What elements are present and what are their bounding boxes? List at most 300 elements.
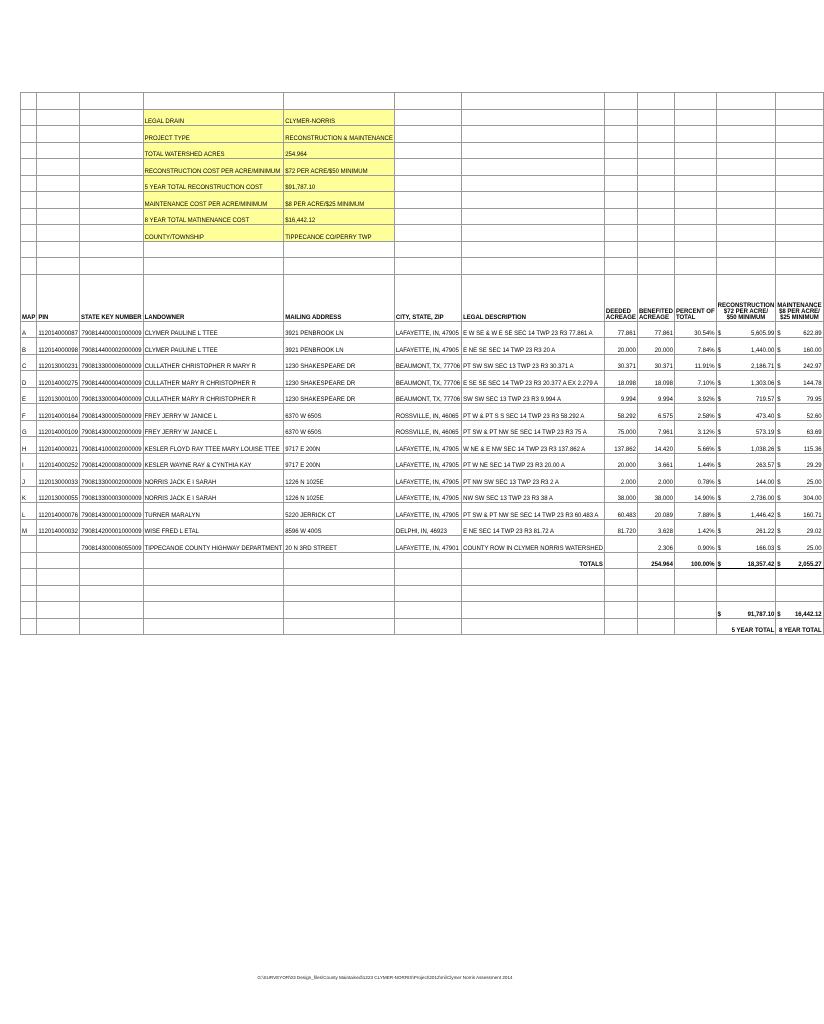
city-state-zip[interactable]: LAFAYETTE, IN, 47901 — [394, 536, 461, 553]
empty-cell[interactable] — [394, 569, 461, 586]
empty-cell[interactable] — [394, 552, 461, 569]
empty-cell[interactable] — [604, 208, 637, 225]
maintenance-cost[interactable] — [776, 519, 823, 536]
landowner[interactable]: TIPPECANOE COUNTY HIGHWAY DEPARTMENT — [143, 536, 284, 553]
reconstruction-cost[interactable] — [716, 338, 776, 355]
empty-cell[interactable] — [716, 159, 776, 176]
empty-cell[interactable] — [637, 192, 674, 209]
deeded-acreage[interactable]: 137.862 — [604, 437, 637, 454]
empty-cell[interactable] — [143, 241, 284, 258]
empty-cell[interactable] — [776, 258, 823, 275]
reconstruction-cost[interactable] — [716, 437, 776, 454]
empty-cell[interactable] — [637, 175, 674, 192]
summary-value[interactable]: $91,787.10 — [284, 175, 395, 192]
mailing-address[interactable]: 9717 E 200N — [284, 453, 395, 470]
empty-cell[interactable] — [637, 585, 674, 602]
percent-of-total[interactable]: 1.44% — [674, 453, 716, 470]
percent-of-total[interactable]: 0.90% — [674, 536, 716, 553]
benefited-acreage[interactable]: 9.994 — [637, 387, 674, 404]
empty-cell[interactable] — [394, 192, 461, 209]
percent-of-total[interactable]: 30.54% — [674, 321, 716, 338]
header-percent-of-total[interactable] — [674, 274, 716, 321]
empty-cell[interactable] — [716, 208, 776, 225]
empty-cell[interactable] — [674, 618, 716, 635]
deeded-acreage[interactable]: 75.000 — [604, 420, 637, 437]
map-letter[interactable]: J — [21, 470, 37, 487]
cell[interactable] — [604, 552, 637, 569]
city-state-zip[interactable]: LAFAYETTE, IN, 47905 — [394, 321, 461, 338]
city-state-zip[interactable]: ROSSVILLE, IN, 46065 — [394, 420, 461, 437]
city-state-zip[interactable]: LAFAYETTE, IN, 47905 — [394, 437, 461, 454]
empty-cell[interactable] — [674, 175, 716, 192]
header-landowner[interactable] — [143, 274, 284, 321]
empty-cell[interactable] — [284, 93, 395, 110]
map-letter[interactable]: I — [21, 453, 37, 470]
legal-description[interactable]: E NE SE SEC 14 TWP 23 R3 20 A — [462, 338, 605, 355]
header-maintenance[interactable] — [776, 274, 823, 321]
empty-cell[interactable] — [674, 208, 716, 225]
deeded-acreage[interactable]: 30.371 — [604, 354, 637, 371]
empty-cell[interactable] — [394, 602, 461, 619]
city-state-zip[interactable]: BEAUMONT, TX, 77706 — [394, 387, 461, 404]
empty-cell[interactable] — [21, 618, 37, 635]
empty-cell[interactable] — [604, 618, 637, 635]
summary-label[interactable]: 5 YEAR TOTAL RECONSTRUCTION COST — [143, 175, 284, 192]
empty-cell[interactable] — [776, 93, 823, 110]
empty-cell[interactable] — [462, 618, 605, 635]
empty-cell[interactable] — [394, 109, 461, 126]
empty-cell[interactable] — [637, 569, 674, 586]
empty-cell[interactable] — [143, 93, 284, 110]
pin[interactable]: 112014000021 — [37, 437, 80, 454]
five-year-total-reconstruction[interactable] — [716, 602, 776, 619]
benefited-acreage[interactable]: 18.098 — [637, 371, 674, 388]
header-benefited-acreage[interactable] — [637, 274, 674, 321]
state-key-number[interactable]: 790814400002000009 — [79, 338, 143, 355]
empty-cell[interactable] — [79, 93, 143, 110]
summary-label[interactable]: MAINTENANCE COST PER ACRE/MINIMUM — [143, 192, 284, 209]
empty-cell[interactable] — [79, 225, 143, 242]
landowner[interactable]: CLYMER PAULINE L TTEE — [143, 338, 284, 355]
empty-cell[interactable] — [462, 241, 605, 258]
empty-cell[interactable] — [79, 602, 143, 619]
empty-cell[interactable] — [143, 258, 284, 275]
summary-value[interactable]: RECONSTRUCTION & MAINTENANCE — [284, 126, 395, 143]
header-deeded-acreage[interactable] — [604, 274, 637, 321]
empty-cell[interactable] — [21, 241, 37, 258]
empty-cell[interactable] — [37, 93, 80, 110]
mailing-address[interactable]: 6370 W 650S — [284, 404, 395, 421]
map-letter[interactable]: B — [21, 338, 37, 355]
summary-label[interactable]: TOTAL WATERSHED ACRES — [143, 142, 284, 159]
empty-cell[interactable] — [776, 159, 823, 176]
maintenance-cost[interactable] — [776, 437, 823, 454]
total-benefited-acreage[interactable]: 254.964 — [637, 552, 674, 569]
empty-cell[interactable] — [143, 618, 284, 635]
state-key-number[interactable]: 790814300002000009 — [79, 420, 143, 437]
map-letter[interactable]: L — [21, 503, 37, 520]
reconstruction-cost[interactable] — [716, 321, 776, 338]
empty-cell[interactable] — [21, 192, 37, 209]
eight-year-total-label[interactable]: 8 YEAR TOTAL — [776, 618, 823, 635]
legal-description[interactable]: E SE SE SEC 14 TWP 23 R3 20.377 A EX 2.279 A — [462, 371, 605, 388]
empty-cell[interactable] — [604, 602, 637, 619]
empty-cell[interactable] — [394, 208, 461, 225]
landowner[interactable]: FREY JERRY W JANICE L — [143, 420, 284, 437]
pin[interactable]: 112013000100 — [37, 387, 80, 404]
empty-cell[interactable] — [637, 618, 674, 635]
header-city-state-zip[interactable] — [394, 274, 461, 321]
empty-cell[interactable] — [716, 126, 776, 143]
empty-cell[interactable] — [21, 126, 37, 143]
empty-cell[interactable] — [37, 159, 80, 176]
benefited-acreage[interactable]: 6.575 — [637, 404, 674, 421]
map-letter[interactable] — [21, 536, 37, 553]
empty-cell[interactable] — [674, 126, 716, 143]
summary-value[interactable]: $8 PER ACRE/$25 MINIMUM — [284, 192, 395, 209]
legal-description[interactable]: E NE SEC 14 TWP 23 R3 81.72 A — [462, 519, 605, 536]
total-reconstruction[interactable] — [716, 552, 776, 569]
empty-cell[interactable] — [143, 552, 284, 569]
empty-cell[interactable] — [462, 192, 605, 209]
benefited-acreage[interactable]: 20.089 — [637, 503, 674, 520]
summary-label[interactable]: PROJECT TYPE — [143, 126, 284, 143]
state-key-number[interactable]: 790814200001000009 — [79, 519, 143, 536]
pin[interactable]: 112014000164 — [37, 404, 80, 421]
reconstruction-cost[interactable] — [716, 503, 776, 520]
mailing-address[interactable]: 20 N 3RD STREET — [284, 536, 395, 553]
map-letter[interactable]: A — [21, 321, 37, 338]
landowner[interactable]: NORRIS JACK E I SARAH — [143, 470, 284, 487]
empty-cell[interactable] — [21, 225, 37, 242]
landowner[interactable]: CULLATHER MARY R CHRISTOPHER R — [143, 387, 284, 404]
city-state-zip[interactable]: LAFAYETTE, IN, 47905 — [394, 486, 461, 503]
mailing-address[interactable]: 3921 PENBROOK LN — [284, 338, 395, 355]
benefited-acreage[interactable]: 2.000 — [637, 470, 674, 487]
empty-cell[interactable] — [37, 258, 80, 275]
empty-cell[interactable] — [21, 602, 37, 619]
legal-description[interactable]: NW SW SEC 13 TWP 23 R3 38 A — [462, 486, 605, 503]
empty-cell[interactable] — [716, 175, 776, 192]
empty-cell[interactable] — [79, 126, 143, 143]
maintenance-cost[interactable] — [776, 453, 823, 470]
empty-cell[interactable] — [462, 585, 605, 602]
maintenance-cost[interactable] — [776, 470, 823, 487]
empty-cell[interactable] — [462, 258, 605, 275]
reconstruction-cost[interactable] — [716, 420, 776, 437]
empty-cell[interactable] — [716, 585, 776, 602]
empty-cell[interactable] — [674, 585, 716, 602]
maintenance-cost[interactable] — [776, 503, 823, 520]
benefited-acreage[interactable]: 7.961 — [637, 420, 674, 437]
empty-cell[interactable] — [21, 585, 37, 602]
legal-description[interactable]: PT SW & PT NW SE SEC 14 TWP 23 R3 60.483 A — [462, 503, 605, 520]
header-mailing-address[interactable] — [284, 274, 395, 321]
empty-cell[interactable] — [716, 109, 776, 126]
legal-description[interactable]: PT SW & PT NW SE SEC 14 TWP 23 R3 75 A — [462, 420, 605, 437]
city-state-zip[interactable]: DELPHI, IN, 46923 — [394, 519, 461, 536]
empty-cell[interactable] — [79, 552, 143, 569]
map-letter[interactable]: F — [21, 404, 37, 421]
empty-cell[interactable] — [637, 126, 674, 143]
empty-cell[interactable] — [462, 142, 605, 159]
empty-cell[interactable] — [394, 126, 461, 143]
empty-cell[interactable] — [79, 569, 143, 586]
empty-cell[interactable] — [37, 618, 80, 635]
reconstruction-cost[interactable] — [716, 536, 776, 553]
percent-of-total[interactable]: 5.66% — [674, 437, 716, 454]
reconstruction-cost[interactable] — [716, 404, 776, 421]
pin[interactable]: 112013000033 — [37, 470, 80, 487]
summary-value[interactable]: $72 PER ACRE/$50 MINIMUM — [284, 159, 395, 176]
deeded-acreage[interactable]: 77.861 — [604, 321, 637, 338]
reconstruction-cost[interactable] — [716, 453, 776, 470]
maintenance-cost[interactable] — [776, 338, 823, 355]
empty-cell[interactable] — [284, 552, 395, 569]
empty-cell[interactable] — [776, 142, 823, 159]
percent-of-total[interactable]: 7.88% — [674, 503, 716, 520]
empty-cell[interactable] — [716, 569, 776, 586]
pin[interactable]: 112014000032 — [37, 519, 80, 536]
summary-value[interactable]: CLYMER-NORRIS — [284, 109, 395, 126]
summary-value[interactable]: TIPPECANOE CO/PERRY TWP — [284, 225, 395, 242]
state-key-number[interactable]: 790813300003000009 — [79, 486, 143, 503]
empty-cell[interactable] — [674, 109, 716, 126]
empty-cell[interactable] — [21, 175, 37, 192]
header-state-key[interactable] — [79, 274, 143, 321]
state-key-number[interactable]: 790813300006000009 — [79, 354, 143, 371]
pin[interactable]: 112013000231 — [37, 354, 80, 371]
empty-cell[interactable] — [394, 585, 461, 602]
empty-cell[interactable] — [462, 208, 605, 225]
eight-year-total-maintenance[interactable] — [776, 602, 823, 619]
empty-cell[interactable] — [79, 241, 143, 258]
empty-cell[interactable] — [462, 126, 605, 143]
state-key-number[interactable]: 790813300002000009 — [79, 470, 143, 487]
benefited-acreage[interactable]: 20.000 — [637, 338, 674, 355]
empty-cell[interactable] — [674, 225, 716, 242]
pin[interactable]: 112013000055 — [37, 486, 80, 503]
summary-value[interactable]: 254.964 — [284, 142, 395, 159]
pin[interactable] — [37, 536, 80, 553]
empty-cell[interactable] — [637, 93, 674, 110]
state-key-number[interactable]: 790814400004000009 — [79, 371, 143, 388]
city-state-zip[interactable]: LAFAYETTE, IN, 47905 — [394, 503, 461, 520]
empty-cell[interactable] — [674, 241, 716, 258]
empty-cell[interactable] — [37, 569, 80, 586]
empty-cell[interactable] — [776, 109, 823, 126]
pin[interactable]: 112014000087 — [37, 321, 80, 338]
mailing-address[interactable]: 1226 N 1025E — [284, 486, 395, 503]
empty-cell[interactable] — [637, 225, 674, 242]
empty-cell[interactable] — [21, 552, 37, 569]
percent-of-total[interactable]: 3.12% — [674, 420, 716, 437]
empty-cell[interactable] — [21, 93, 37, 110]
mailing-address[interactable]: 9717 E 200N — [284, 437, 395, 454]
reconstruction-cost[interactable] — [716, 387, 776, 404]
benefited-acreage[interactable]: 77.861 — [637, 321, 674, 338]
empty-cell[interactable] — [637, 109, 674, 126]
state-key-number[interactable]: 790814200008000009 — [79, 453, 143, 470]
header-pin[interactable] — [37, 274, 80, 321]
empty-cell[interactable] — [394, 159, 461, 176]
empty-cell[interactable] — [462, 602, 605, 619]
empty-cell[interactable] — [604, 225, 637, 242]
empty-cell[interactable] — [716, 192, 776, 209]
empty-cell[interactable] — [776, 175, 823, 192]
city-state-zip[interactable]: LAFAYETTE, IN, 47905 — [394, 338, 461, 355]
reconstruction-cost[interactable] — [716, 354, 776, 371]
empty-cell[interactable] — [674, 569, 716, 586]
map-letter[interactable]: D — [21, 371, 37, 388]
summary-label[interactable]: COUNTY/TOWNSHIP — [143, 225, 284, 242]
empty-cell[interactable] — [637, 159, 674, 176]
empty-cell[interactable] — [37, 602, 80, 619]
empty-cell[interactable] — [604, 93, 637, 110]
summary-label[interactable]: RECONSTRUCTION COST PER ACRE/MINIMUM — [143, 159, 284, 176]
five-year-total-label[interactable]: 5 YEAR TOTAL — [716, 618, 776, 635]
landowner[interactable]: FREY JERRY W JANICE L — [143, 404, 284, 421]
empty-cell[interactable] — [394, 175, 461, 192]
empty-cell[interactable] — [394, 93, 461, 110]
totals-label[interactable]: TOTALS — [462, 552, 605, 569]
landowner[interactable]: KESLER WAYNE RAY & CYNTHIA KAY — [143, 453, 284, 470]
legal-description[interactable]: E W SE & W E SE SEC 14 TWP 23 R3 77.861 A — [462, 321, 605, 338]
legal-description[interactable]: PT NW SW SEC 13 TWP 23 R3 2 A — [462, 470, 605, 487]
deeded-acreage[interactable]: 2.000 — [604, 470, 637, 487]
maintenance-cost[interactable] — [776, 354, 823, 371]
percent-of-total[interactable]: 7.84% — [674, 338, 716, 355]
empty-cell[interactable] — [143, 602, 284, 619]
empty-cell[interactable] — [716, 225, 776, 242]
empty-cell[interactable] — [394, 618, 461, 635]
empty-cell[interactable] — [143, 569, 284, 586]
empty-cell[interactable] — [284, 241, 395, 258]
mailing-address[interactable]: 3921 PENBROOK LN — [284, 321, 395, 338]
empty-cell[interactable] — [776, 225, 823, 242]
mailing-address[interactable]: 1226 N 1025E — [284, 470, 395, 487]
empty-cell[interactable] — [674, 602, 716, 619]
percent-of-total[interactable]: 3.92% — [674, 387, 716, 404]
empty-cell[interactable] — [776, 208, 823, 225]
empty-cell[interactable] — [79, 208, 143, 225]
pin[interactable]: 112014000076 — [37, 503, 80, 520]
mailing-address[interactable]: 1230 SHAKESPEARE DR — [284, 354, 395, 371]
empty-cell[interactable] — [394, 225, 461, 242]
benefited-acreage[interactable]: 3.628 — [637, 519, 674, 536]
pin[interactable]: 112014000275 — [37, 371, 80, 388]
map-letter[interactable]: E — [21, 387, 37, 404]
state-key-number[interactable]: 790814400001000009 — [79, 321, 143, 338]
empty-cell[interactable] — [284, 618, 395, 635]
empty-cell[interactable] — [674, 159, 716, 176]
maintenance-cost[interactable] — [776, 371, 823, 388]
percent-of-total[interactable]: 1.42% — [674, 519, 716, 536]
city-state-zip[interactable]: BEAUMONT, TX, 77706 — [394, 354, 461, 371]
legal-description[interactable]: PT W & PT S S SEC 14 TWP 23 R3 58.292 A — [462, 404, 605, 421]
landowner[interactable]: TURNER MARALYN — [143, 503, 284, 520]
mailing-address[interactable]: 1230 SHAKESPEARE DR — [284, 371, 395, 388]
reconstruction-cost[interactable] — [716, 470, 776, 487]
benefited-acreage[interactable]: 30.371 — [637, 354, 674, 371]
pin[interactable]: 112014000252 — [37, 453, 80, 470]
empty-cell[interactable] — [37, 126, 80, 143]
empty-cell[interactable] — [637, 142, 674, 159]
map-letter[interactable]: G — [21, 420, 37, 437]
empty-cell[interactable] — [79, 159, 143, 176]
reconstruction-cost[interactable] — [716, 486, 776, 503]
empty-cell[interactable] — [674, 142, 716, 159]
maintenance-cost[interactable] — [776, 536, 823, 553]
percent-of-total[interactable]: 11.91% — [674, 354, 716, 371]
empty-cell[interactable] — [284, 258, 395, 275]
state-key-number[interactable]: 790814100002000009 — [79, 437, 143, 454]
percent-of-total[interactable]: 0.78% — [674, 470, 716, 487]
empty-cell[interactable] — [284, 585, 395, 602]
empty-cell[interactable] — [79, 192, 143, 209]
empty-cell[interactable] — [462, 225, 605, 242]
empty-cell[interactable] — [776, 585, 823, 602]
empty-cell[interactable] — [604, 585, 637, 602]
deeded-acreage[interactable]: 20.000 — [604, 338, 637, 355]
empty-cell[interactable] — [394, 142, 461, 159]
deeded-acreage[interactable]: 18.098 — [604, 371, 637, 388]
empty-cell[interactable] — [21, 159, 37, 176]
empty-cell[interactable] — [284, 602, 395, 619]
benefited-acreage[interactable]: 2.306 — [637, 536, 674, 553]
map-letter[interactable]: M — [21, 519, 37, 536]
empty-cell[interactable] — [637, 602, 674, 619]
empty-cell[interactable] — [462, 159, 605, 176]
deeded-acreage[interactable] — [604, 536, 637, 553]
legal-description[interactable]: PT SW SW SEC 13 TWP 23 R3 30.371 A — [462, 354, 605, 371]
empty-cell[interactable] — [462, 109, 605, 126]
benefited-acreage[interactable]: 14.420 — [637, 437, 674, 454]
empty-cell[interactable] — [716, 142, 776, 159]
empty-cell[interactable] — [37, 192, 80, 209]
empty-cell[interactable] — [604, 175, 637, 192]
deeded-acreage[interactable]: 60.483 — [604, 503, 637, 520]
empty-cell[interactable] — [37, 225, 80, 242]
empty-cell[interactable] — [776, 126, 823, 143]
empty-cell[interactable] — [604, 109, 637, 126]
city-state-zip[interactable]: LAFAYETTE, IN, 47905 — [394, 470, 461, 487]
landowner[interactable]: WISE FRED L ETAL — [143, 519, 284, 536]
header-reconstruction[interactable] — [716, 274, 776, 321]
empty-cell[interactable] — [79, 109, 143, 126]
maintenance-cost[interactable] — [776, 387, 823, 404]
city-state-zip[interactable]: ROSSVILLE, IN, 46065 — [394, 404, 461, 421]
legal-description[interactable]: PT W NE SEC 14 TWP 23 R3 20.00 A — [462, 453, 605, 470]
empty-cell[interactable] — [604, 258, 637, 275]
state-key-number[interactable]: 790814300006055009 — [79, 536, 143, 553]
summary-label[interactable]: LEGAL DRAIN — [143, 109, 284, 126]
landowner[interactable]: CULLATHER CHRISTOPHER R MARY R — [143, 354, 284, 371]
map-letter[interactable]: C — [21, 354, 37, 371]
deeded-acreage[interactable]: 38.000 — [604, 486, 637, 503]
deeded-acreage[interactable]: 58.292 — [604, 404, 637, 421]
state-key-number[interactable]: 790813300004000009 — [79, 387, 143, 404]
state-key-number[interactable]: 790814300001000009 — [79, 503, 143, 520]
empty-cell[interactable] — [79, 142, 143, 159]
empty-cell[interactable] — [604, 126, 637, 143]
state-key-number[interactable]: 790814300005000009 — [79, 404, 143, 421]
empty-cell[interactable] — [776, 192, 823, 209]
empty-cell[interactable] — [394, 258, 461, 275]
empty-cell[interactable] — [37, 241, 80, 258]
empty-cell[interactable] — [37, 142, 80, 159]
summary-label[interactable]: 8 YEAR TOTAL MATINENANCE COST — [143, 208, 284, 225]
